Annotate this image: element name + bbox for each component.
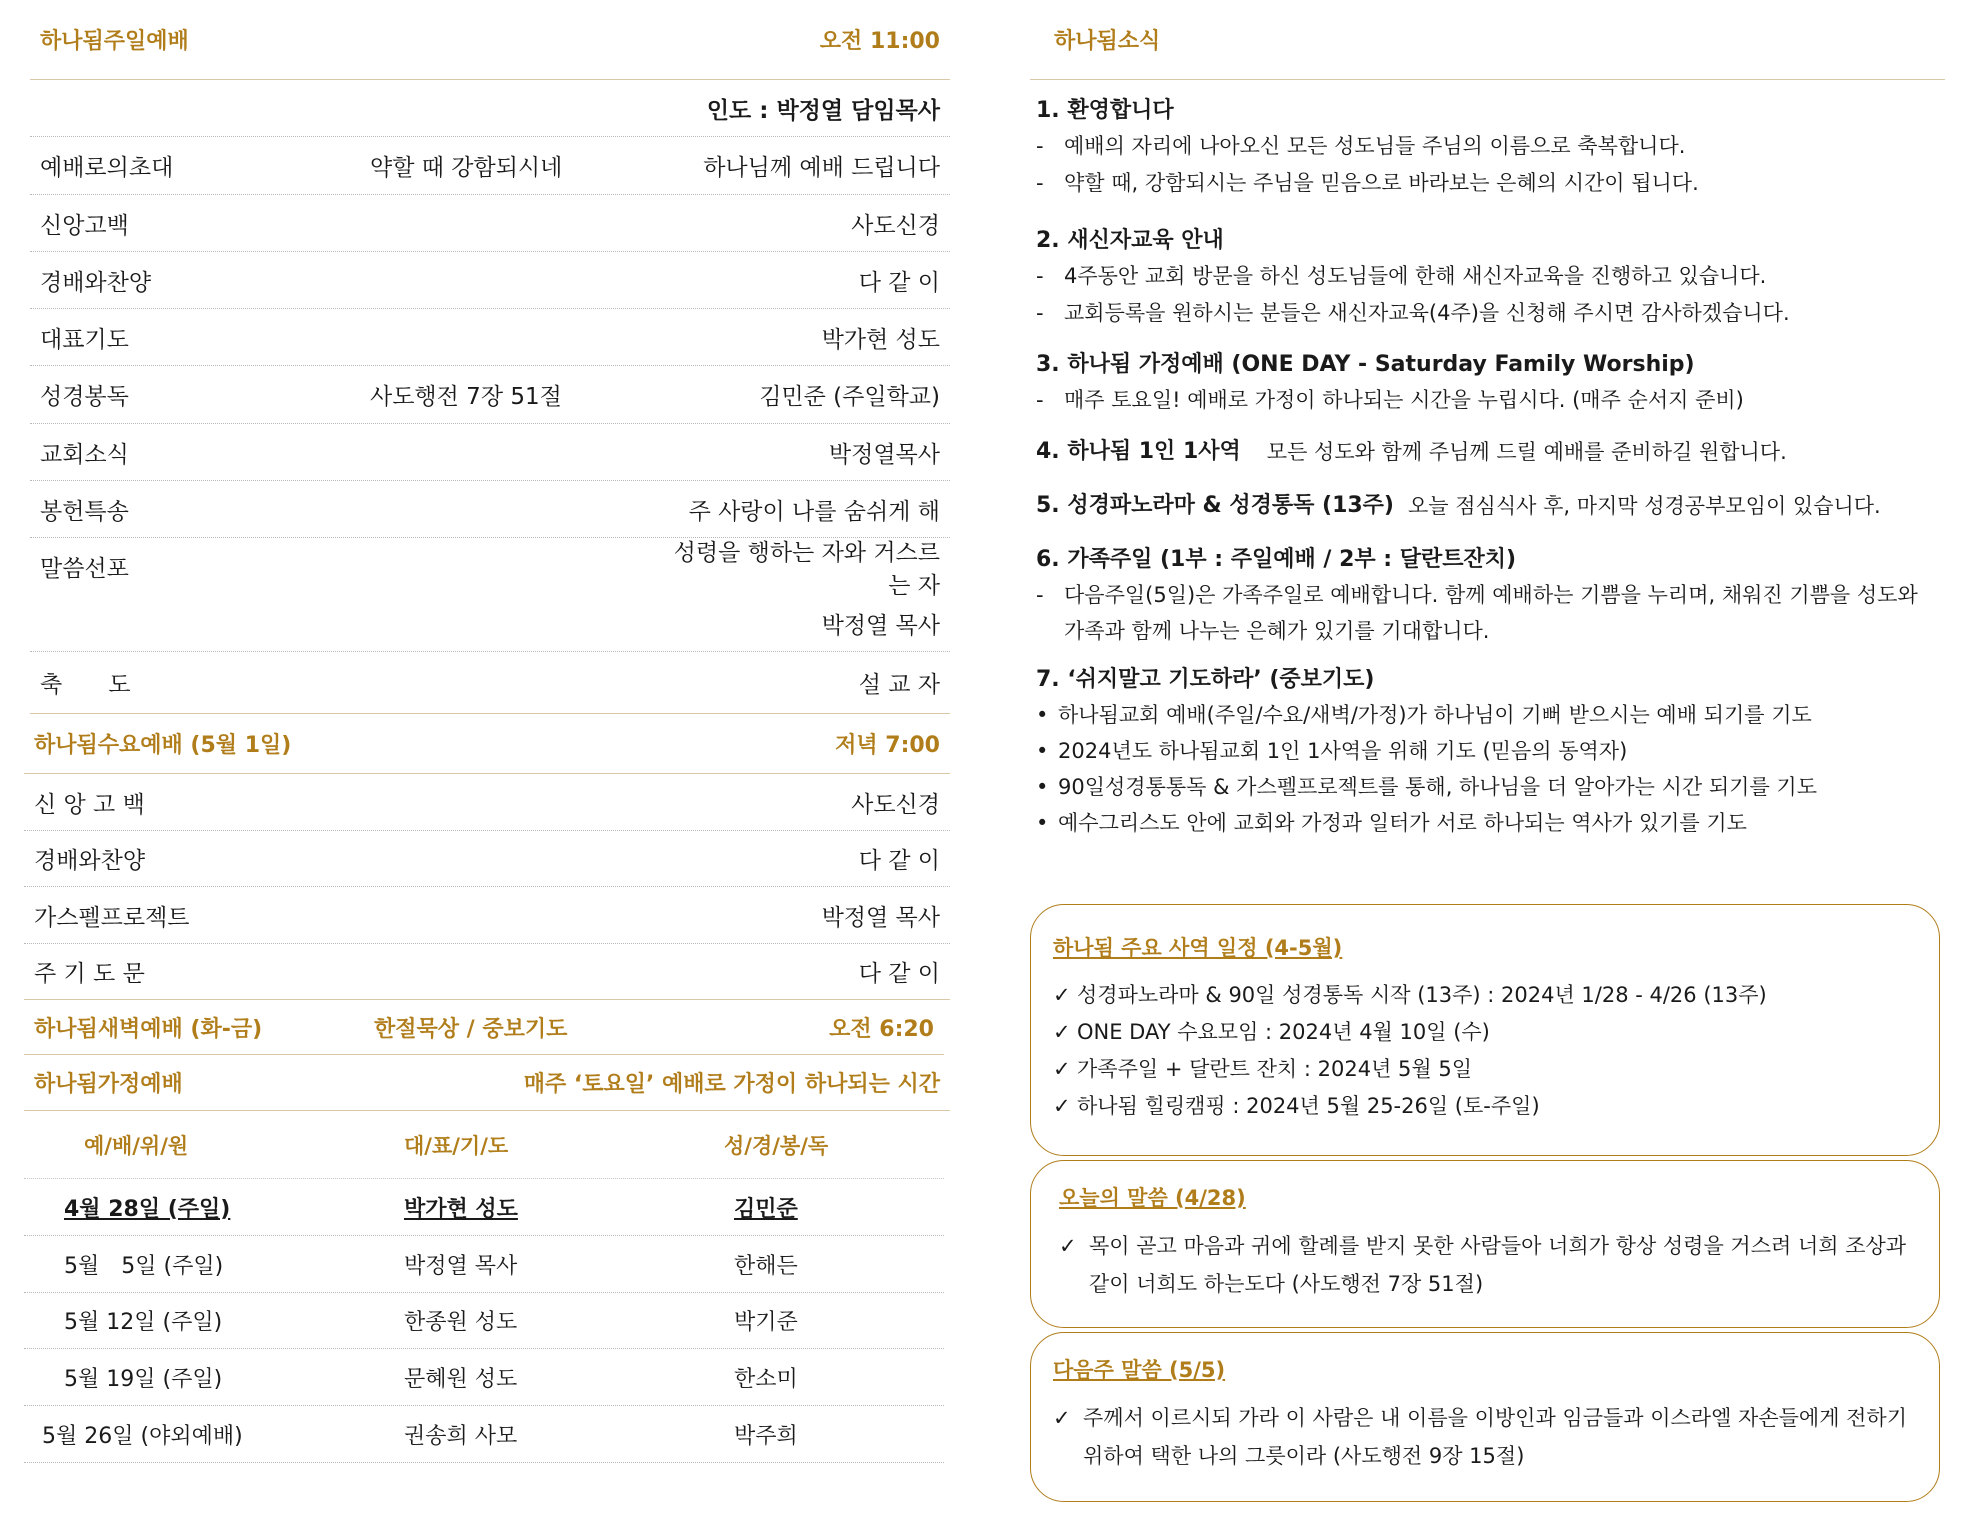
order-person: 다 같 이 (858, 269, 940, 296)
order-row (30, 538, 950, 599)
ministry-item (1053, 977, 1919, 1014)
news-line-text: 예배의 자리에 나아오신 모든 성도님들 주님의 이름으로 축복합니다. (1064, 134, 1686, 158)
schedule-date: 5월 26일 (야외예배) (42, 1423, 243, 1449)
news-item-title: 2. 새신자교육 안내 (1036, 228, 1224, 253)
order-person: 김민준 (주일학교) (759, 384, 940, 410)
check-icon: ✓ (1053, 1094, 1071, 1118)
order-item: 경배와찬양 (40, 269, 152, 296)
ministry-item-text: 하나됨 힐링캠핑 : 2024년 5월 25-26일 (토-주일) (1077, 1094, 1540, 1118)
wednesday-time: 저녁 7:00 (835, 733, 940, 758)
check-icon: ✓ (1053, 1020, 1071, 1044)
news-bullet (1036, 769, 1941, 805)
order-item: 주 기 도 문 (34, 961, 145, 987)
order-person: 설 교 자 (858, 672, 940, 698)
sunday-leader: 인도 : 박정열 담임목사 (706, 97, 940, 124)
dawn-title: 하나됨새벽예배 (화-금) (34, 1016, 263, 1042)
order-item: 축 도 (40, 672, 131, 698)
schedule-row (24, 1406, 944, 1463)
news-item (1036, 435, 1941, 469)
news-item-title: 5. 성경파노라마 & 성경통독 (13주) (1036, 493, 1394, 518)
news-item-title: 4. 하나됨 1인 1사역 (1036, 439, 1241, 464)
news-item (1036, 543, 1941, 649)
order-detail: 약할 때 강함되시네 (370, 155, 563, 181)
order-person: 성령을 행하는 자와 거스르는 자 (673, 539, 940, 599)
news-item-title: 7. ‘쉬지말고 기도하라’ (중보기도) (1036, 667, 1375, 692)
news-bullet (1036, 733, 1941, 769)
news-title: 하나됨소식 (1054, 29, 1161, 54)
order-row (30, 481, 950, 538)
order-row (30, 195, 950, 252)
order-row (24, 774, 950, 831)
schedule-header-row (24, 1111, 944, 1179)
order-person: 다 같 이 (858, 848, 940, 874)
order-item: 신앙고백 (40, 212, 129, 239)
order-person: 박정열 목사 (821, 612, 940, 639)
ministry-item (1053, 1088, 1919, 1125)
dash-icon: - (1036, 583, 1044, 607)
order-item: 예배로의초대 (40, 155, 174, 181)
wednesday-order-list (24, 774, 950, 1000)
order-row (24, 831, 950, 887)
ministry-item-text: 성경파노라마 & 90일 성경통독 시작 (13주) : 2024년 1/28 - 4/26 (13주) (1077, 983, 1767, 1007)
check-icon: ✓ (1053, 1406, 1071, 1430)
order-person: 다 같 이 (858, 961, 940, 987)
news-line-text: 약할 때, 강함되시는 주님을 믿음으로 바라보는 은혜의 시간이 됩니다. (1064, 171, 1699, 195)
order-item: 신 앙 고 백 (34, 791, 145, 818)
order-item: 경배와찬양 (34, 848, 146, 874)
bullet-icon: • (1036, 775, 1049, 799)
schedule-date: 5월 5일 (주일) (64, 1253, 224, 1279)
news-item-title: 1. 환영합니다 (1036, 98, 1174, 123)
ministry-item-text: ONE DAY 수요모임 : 2024년 4월 10일 (수) (1077, 1020, 1490, 1044)
sunday-leader-row (30, 80, 950, 137)
order-person: 하나님께 예배 드립니다 (703, 155, 940, 181)
order-row (30, 424, 950, 481)
next-word-title: 다음주 말씀 (5/5) (1053, 1358, 1226, 1382)
next-word-text: 주께서 이르시되 가라 이 사람은 내 이름을 이방인과 임금들과 이스라엘 자손들에게 전하기 위하여 택한 나의 그릇이라 (사도행전 9장 15절) (1083, 1406, 1908, 1468)
dash-icon: - (1036, 171, 1044, 195)
ministry-item (1053, 1014, 1919, 1051)
order-person: 사도신경 (851, 791, 940, 818)
dawn-middle: 한절묵상 / 중보기도 (374, 1016, 568, 1042)
sunday-header (30, 0, 950, 80)
check-icon: ✓ (1053, 1057, 1071, 1081)
wednesday-title: 하나됨수요예배 (5월 1일) (34, 733, 292, 758)
news-bullet-text: 90일성경통통독 & 가스펠프로젝트를 통해, 하나님을 더 알아가는 시간 되기를 기도 (1058, 775, 1817, 799)
news-item-inline: 모든 성도와 함께 주님께 드릴 예배를 준비하길 원합니다. (1266, 440, 1787, 464)
schedule-prayer: 권송희 사모 (404, 1423, 518, 1449)
dash-icon: - (1036, 264, 1044, 288)
bullet-icon: • (1036, 811, 1049, 835)
news-line (1036, 165, 1941, 202)
news-bullet (1036, 697, 1941, 733)
news-line (1036, 577, 1941, 649)
order-row (24, 944, 950, 1000)
news-item (1036, 663, 1941, 841)
schedule-row (24, 1236, 944, 1293)
news-item-title: 3. 하나됨 가정예배 (ONE DAY - Saturday Family Worship) (1036, 352, 1695, 377)
order-row (30, 595, 950, 652)
schedule-date: 5월 12일 (주일) (64, 1310, 223, 1335)
schedule-reader: 박주희 (734, 1423, 798, 1449)
order-item: 봉헌특송 (40, 498, 129, 525)
check-icon: ✓ (1053, 983, 1071, 1007)
schedule-prayer: 박정열 목사 (404, 1253, 518, 1279)
order-item: 교회소식 (40, 441, 129, 468)
order-item: 가스펠프로젝트 (34, 904, 190, 931)
order-row (30, 252, 950, 309)
schedule-prayer: 박가현 성도 (404, 1196, 518, 1222)
today-word-title: 오늘의 말씀 (4/28) (1059, 1186, 1246, 1210)
order-row (30, 366, 950, 424)
dawn-time: 오전 6:20 (829, 1016, 934, 1042)
order-item: 성경봉독 (40, 384, 129, 410)
schedule-table (24, 1111, 944, 1463)
news-line (1036, 128, 1941, 165)
order-item: 대표기도 (40, 326, 129, 353)
schedule-prayer: 한종원 성도 (404, 1310, 518, 1335)
sunday-title: 하나됨주일예배 (40, 29, 189, 54)
schedule-reader: 김민준 (734, 1196, 798, 1222)
order-person: 박정열목사 (828, 441, 940, 468)
order-item: 말씀선포 (40, 556, 129, 582)
schedule-date: 4월 28일 (주일) (64, 1196, 231, 1222)
sunday-order-list (30, 137, 950, 714)
news-list (1030, 94, 1941, 841)
order-person: 주 사랑이 나를 숨쉬게 해 (688, 498, 940, 525)
schedule-row (24, 1179, 944, 1236)
dash-icon: - (1036, 388, 1044, 412)
news-item (1036, 224, 1941, 332)
order-person: 박가현 성도 (821, 326, 940, 353)
order-row (30, 652, 950, 714)
today-word-verse (1059, 1227, 1919, 1303)
schedule-reader: 한해든 (734, 1253, 798, 1279)
check-icon: ✓ (1059, 1234, 1077, 1258)
right-column (1030, 0, 1950, 1522)
news-line (1036, 382, 1941, 419)
next-word-box (1030, 1332, 1940, 1502)
schedule-date: 5월 19일 (주일) (64, 1366, 223, 1392)
order-detail: 사도행전 7장 51절 (370, 384, 562, 410)
sunday-time: 오전 11:00 (819, 29, 940, 54)
news-line (1036, 258, 1941, 295)
family-header (24, 1055, 950, 1111)
news-item (1036, 348, 1941, 419)
news-line-text: 4주동안 교회 방문을 하신 성도님들에 한해 새신자교육을 진행하고 있습니다. (1064, 264, 1767, 288)
news-line-text: 매주 토요일! 예배로 가정이 하나되는 시간을 누립시다. (매주 순서지 준비) (1064, 388, 1744, 412)
news-line-text: 다음주일(5일)은 가족주일로 예배합니다. 함께 예배하는 기쁨을 누리며, 채워진 기쁨을 성도와 가족과 함께 나누는 은혜가 있기를 기대합니다. (1064, 583, 1918, 643)
next-word-verse (1053, 1399, 1919, 1475)
ministry-item-text: 가족주일 + 달란트 잔치 : 2024년 5월 5일 (1077, 1057, 1472, 1081)
order-person: 박정열 목사 (821, 904, 940, 931)
news-item (1036, 94, 1941, 202)
news-bullet-text: 하나됨교회 예배(주일/수요/새벽/가정)가 하나님이 기뻐 받으시는 예배 되기를 기도 (1058, 703, 1812, 727)
today-word-box (1030, 1160, 1940, 1328)
family-desc: 매주 ‘토요일’ 예배로 가정이 하나되는 시간 (523, 1072, 940, 1097)
bullet-icon: • (1036, 703, 1049, 727)
left-column (30, 0, 950, 1522)
dawn-header (24, 1000, 944, 1055)
bullet-icon: • (1036, 739, 1049, 763)
wednesday-header (24, 714, 950, 774)
news-item-inline: 오늘 점심식사 후, 마지막 성경공부모임이 있습니다. (1408, 494, 1881, 518)
ministry-item (1053, 1051, 1919, 1088)
schedule-header: 예/배/위/원 (84, 1133, 189, 1158)
dash-icon: - (1036, 301, 1044, 325)
news-item (1036, 489, 1941, 523)
ministry-title: 하나됨 주요 사역 일정 (4-5월) (1053, 936, 1343, 960)
dash-icon: - (1036, 134, 1044, 158)
order-row (24, 887, 950, 944)
news-header (1030, 0, 1945, 80)
news-line-text: 교회등록을 원하시는 분들은 새신자교육(4주)을 신청해 주시면 감사하겠습니다. (1064, 301, 1790, 325)
schedule-header: 대/표/기/도 (404, 1133, 509, 1158)
news-item-title: 6. 가족주일 (1부 : 주일예배 / 2부 : 달란트잔치) (1036, 547, 1517, 572)
order-row (30, 309, 950, 366)
news-bullet (1036, 805, 1941, 841)
news-bullet-text: 2024년도 하나됨교회 1인 1사역을 위해 기도 (믿음의 동역자) (1058, 739, 1628, 763)
schedule-row (24, 1349, 944, 1406)
schedule-header: 성/경/봉/독 (724, 1133, 829, 1158)
order-person: 사도신경 (851, 212, 940, 239)
schedule-reader: 한소미 (734, 1366, 798, 1392)
order-row (30, 137, 950, 195)
schedule-reader: 박기준 (734, 1310, 798, 1335)
news-bullet-text: 예수그리스도 안에 교회와 가정과 일터가 서로 하나되는 역사가 있기를 기도 (1058, 811, 1747, 835)
ministry-box (1030, 904, 1940, 1156)
news-line (1036, 295, 1941, 332)
schedule-prayer: 문혜원 성도 (404, 1366, 518, 1392)
family-title: 하나됨가정예배 (34, 1072, 183, 1097)
today-word-text: 목이 곧고 마음과 귀에 할례를 받지 못한 사람들아 너희가 항상 성령을 거스려 너희 조상과 같이 너희도 하는도다 (사도행전 7장 51절) (1089, 1234, 1907, 1296)
schedule-row (24, 1293, 944, 1349)
